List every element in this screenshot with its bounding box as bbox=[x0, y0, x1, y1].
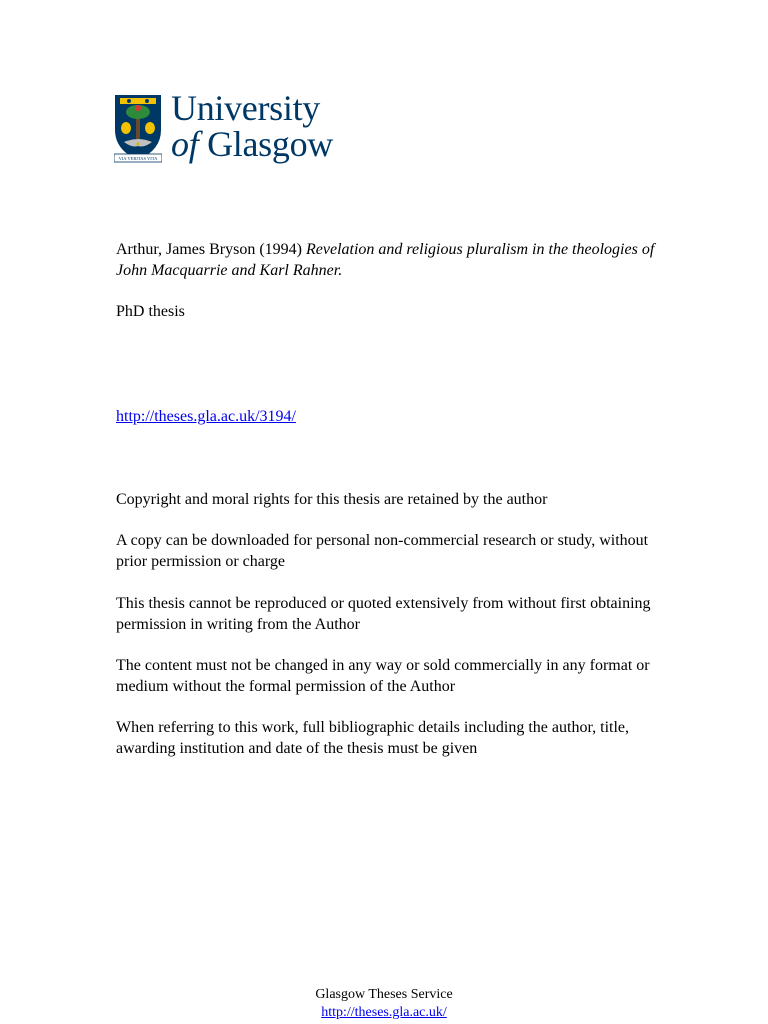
crest-motto: VIA VERITAS VITA bbox=[118, 156, 158, 161]
content-statement: The content must not be changed in any way or sold commercially in any format or medium without the formal permission of the Author bbox=[116, 657, 650, 695]
thesis-url-link[interactable]: http://theses.gla.ac.uk/3194/ bbox=[116, 408, 296, 425]
university-logo bbox=[114, 88, 344, 164]
logo-of: of bbox=[171, 124, 199, 164]
citation-author-year: Arthur, James Bryson (1994) bbox=[116, 241, 306, 258]
footer-url-link[interactable]: http://theses.gla.ac.uk/ bbox=[321, 1005, 447, 1020]
citation-title: Revelation and religious pluralism in the theologies of John Macquarrie and Karl Rahner. bbox=[116, 241, 655, 279]
citation bbox=[116, 239, 656, 281]
referencing-statement: When referring to this work, full bibliographic details including the author, title, awarding institution and date of the thesis must be given bbox=[116, 719, 630, 757]
logo-wordmark bbox=[171, 90, 333, 162]
copyright-statement: Copyright and moral rights for this thesis are retained by the author bbox=[116, 491, 548, 508]
reproduction-statement: This thesis cannot be reproduced or quoted extensively from without first obtaining permission in writing from the Author bbox=[116, 595, 651, 633]
university-crest-icon bbox=[114, 94, 162, 164]
thesis-type: PhD thesis bbox=[116, 303, 185, 320]
footer bbox=[0, 986, 768, 1022]
footer-service-name: Glasgow Theses Service bbox=[315, 987, 453, 1002]
logo-glasgow: Glasgow bbox=[198, 124, 333, 164]
download-statement: A copy can be downloaded for personal non-commercial research or study, without prior permission or charge bbox=[116, 532, 649, 570]
logo-line-university: University bbox=[171, 88, 320, 128]
logo-line-of-glasgow bbox=[171, 126, 333, 162]
